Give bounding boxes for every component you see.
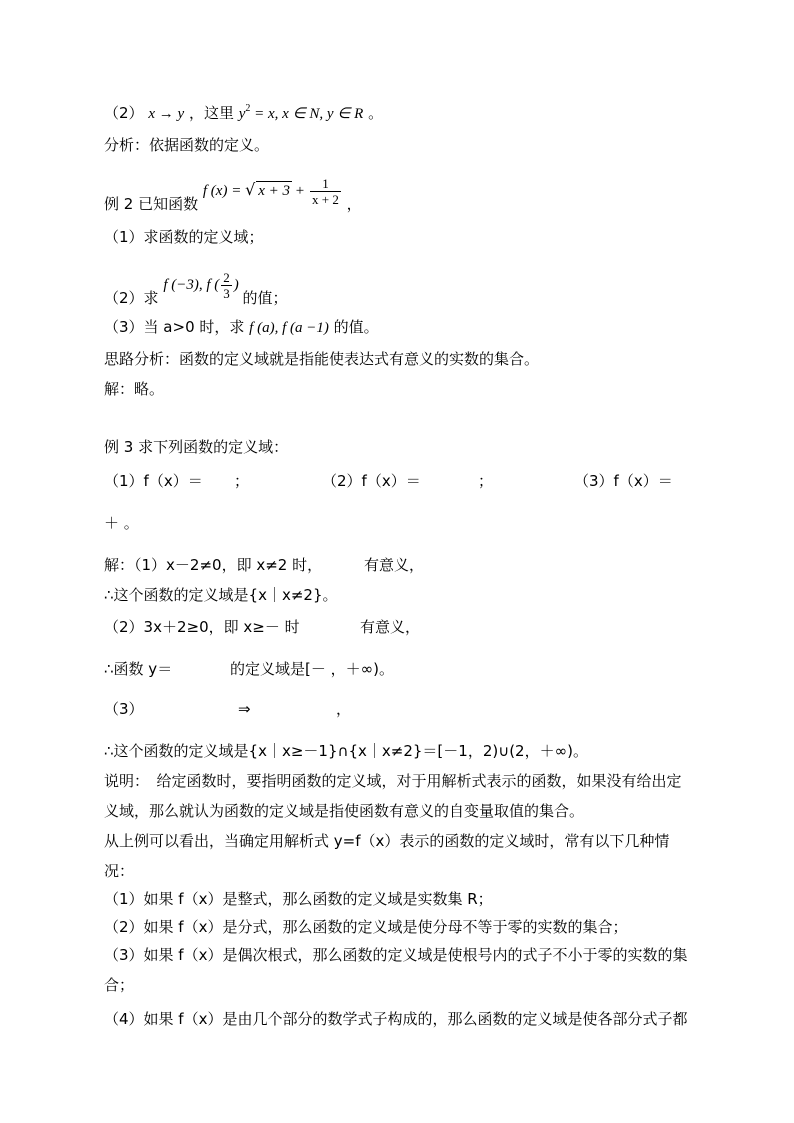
text: （3）当 a>0 时，求	[104, 318, 245, 336]
solution-line: 解：略。	[104, 380, 165, 398]
function-3: （3）f（x）＝	[574, 472, 673, 490]
fraction: $\frac{1}{x + 2}$	[312, 176, 339, 207]
text: 解：（1）x－2≠0，即 x≠2 时，	[104, 556, 323, 574]
mapping-formula: x → y	[148, 106, 185, 122]
text: （3）	[104, 700, 144, 718]
comma: ，	[346, 194, 362, 213]
text: 有意义，	[364, 556, 425, 574]
part-number: （2）求	[104, 288, 159, 307]
rule-3-continued: 合；	[104, 976, 135, 994]
text: 有意义，	[360, 618, 421, 636]
function-3-continued: ＋ 。	[104, 514, 139, 532]
text: 的值；	[242, 288, 288, 307]
note-line-2: 义域，那么就认为函数的定义域是指使函数有意义的自变量取值的集合。	[104, 802, 585, 820]
function-2: （2）f（x）＝	[322, 472, 421, 490]
fraction: $\frac{2}{3}$	[223, 270, 230, 301]
function-formula: f (x) = √ x + 3 + $\frac{1}{x + 2}$	[202, 176, 339, 207]
example-label: 例 2 已知函数	[104, 194, 199, 213]
text: （2）3x＋2≥0，即 x≥－ 时	[104, 618, 300, 636]
function-1: （1）f（x）＝	[104, 472, 203, 490]
solution-part1-result: ∴这个函数的定义域是{x｜x≠2}。	[104, 586, 338, 604]
text: 的定义域是[－ ，＋∞)。	[230, 660, 394, 678]
example2-part1: （1）求函数的定义域；	[104, 228, 264, 246]
text: ，这里	[188, 104, 234, 122]
rule-3: （3）如果 f（x）是偶次根式，那么函数的定义域是使根号内的式子不小于零的实数的集	[104, 946, 688, 964]
summary-line-2: 况：	[104, 862, 135, 880]
rule-4: （4）如果 f（x）是由几个部分的数学式子构成的，那么函数的定义域是使各部分式子都	[104, 1010, 688, 1028]
text: ∴函数 y＝	[104, 660, 173, 678]
period: 。	[368, 104, 384, 122]
semicolon: ；	[478, 472, 494, 490]
rule-2: （2）如果 f（x）是分式，那么函数的定义域是使分母不等于零的实数的集合；	[104, 918, 628, 936]
condition-formula: $y^2 = x$, x ∈ N, y ∈ R	[238, 103, 364, 122]
values-formula: f (−3), f ( $\frac{2}{3}$ )	[163, 270, 239, 301]
example2-part2	[104, 270, 288, 309]
example3-title: 例 3 求下列函数的定义域：	[104, 438, 289, 456]
example2-title	[104, 176, 362, 215]
rule-1: （1）如果 f（x）是整式，那么函数的定义域是实数集 R；	[104, 890, 493, 908]
comma: ，	[336, 700, 352, 718]
semicolon: ；	[234, 472, 250, 490]
summary-line-1: 从上例可以看出，当确定用解析式 y=f（x）表示的函数的定义域时，常有以下几种情	[104, 832, 670, 850]
implies-symbol: ⇒	[238, 700, 251, 718]
part-number: （2）	[104, 104, 144, 122]
analysis-line: 分析：依据函数的定义。	[104, 136, 270, 154]
values-formula: f (a), f (a −1)	[249, 320, 329, 336]
example2-part3	[104, 318, 379, 337]
text: 的值。	[333, 318, 379, 336]
note-line-1: 说明： 给定函数时，要指明函数的定义域，对于用解析式表示的函数，如果没有给出定	[104, 772, 682, 790]
solution-part3-result: ∴这个函数的定义域是{x｜x≥－1}∩{x｜x≠2}＝[－1，2)∪(2，＋∞)。	[104, 742, 588, 760]
thinking-analysis: 思路分析：函数的定义域就是指能使表达式有意义的实数的集合。	[104, 350, 540, 368]
example1-part2	[104, 100, 383, 123]
